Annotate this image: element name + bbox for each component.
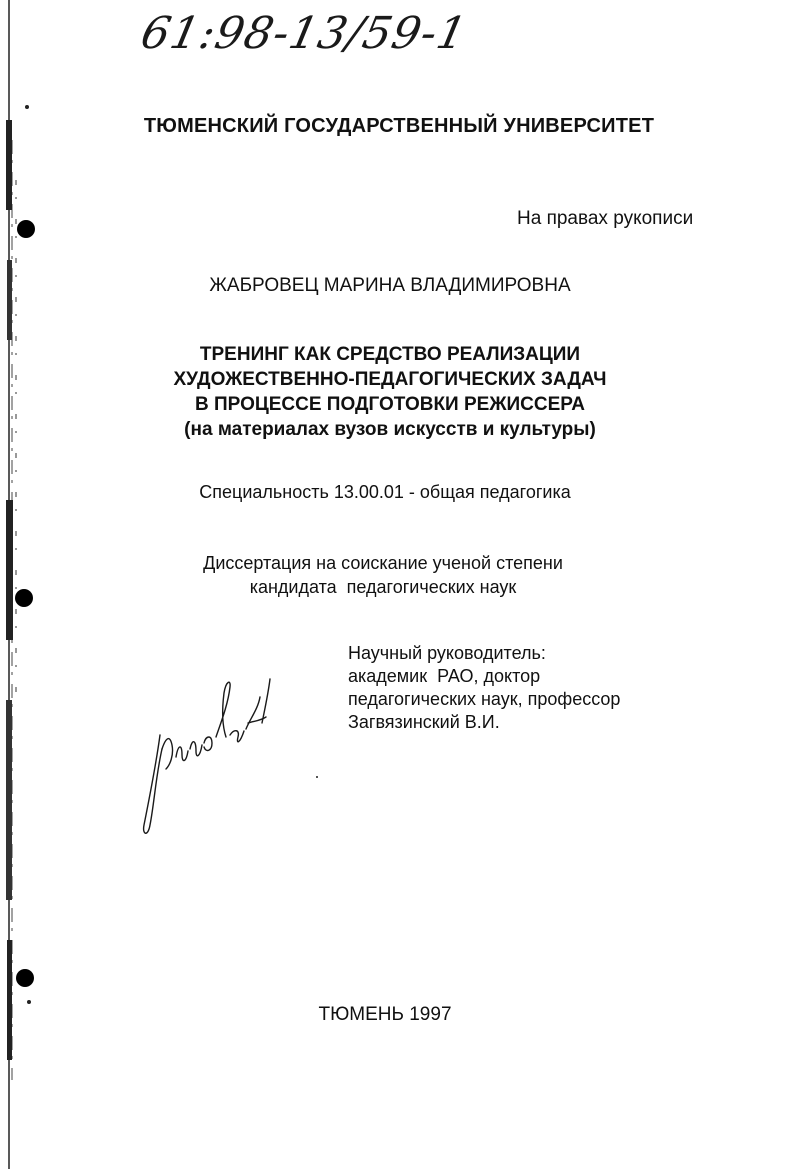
supervisor-line: педагогических наук, профессор <box>348 689 621 709</box>
binding-hole-bottom <box>16 969 34 987</box>
supervisor-block <box>348 642 620 734</box>
university-name: ТЮМЕНСКИЙ ГОСУДАРСТВЕННЫЙ УНИВЕРСИТЕТ <box>143 115 655 137</box>
handwritten-signature <box>130 665 290 845</box>
dissertation-title <box>0 342 780 442</box>
city-year: ТЮМЕНЬ 1997 <box>318 1004 452 1025</box>
degree-line: кандидата педагогических наук <box>249 577 517 597</box>
author-name: ЖАБРОВЕЦ МАРИНА ВЛАДИМИРОВНА <box>209 275 571 296</box>
supervisor-heading: Научный руководитель: <box>348 643 546 663</box>
degree-statement <box>0 551 766 599</box>
title-line: ТРЕНИНГ КАК СРЕДСТВО РЕАЛИЗАЦИИ <box>199 344 581 365</box>
scan-speck <box>316 776 318 778</box>
binding-hole-top <box>17 220 35 238</box>
degree-line: Диссертация на соискание ученой степени <box>203 553 563 573</box>
title-line: В ПРОЦЕССЕ ПОДГОТОВКИ РЕЖИССЕРА <box>194 394 585 415</box>
catalog-number: 61:98-13/59-1 <box>136 8 472 59</box>
title-line: ХУДОЖЕСТВЕННО-ПЕДАГОГИЧЕСКИХ ЗАДАЧ <box>173 369 607 390</box>
title-subtitle: (на материалах вузов искусств и культуры) <box>184 419 596 440</box>
supervisor-line: академик РАО, доктор <box>348 666 541 686</box>
manuscript-note: На правах рукописи <box>517 208 694 229</box>
specialty: Специальность 13.00.01 - общая педагогика <box>199 482 571 502</box>
supervisor-name: Загвязинский В.И. <box>348 712 500 732</box>
